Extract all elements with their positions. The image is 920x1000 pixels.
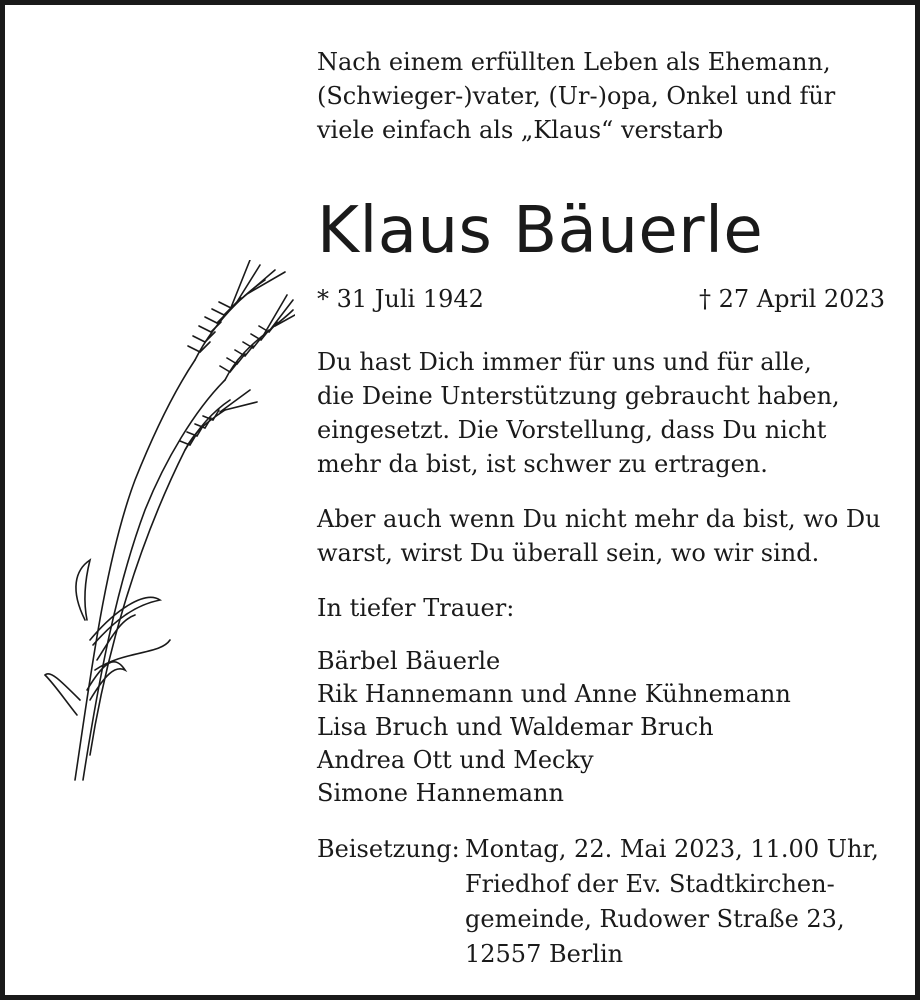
mourners-list <box>317 645 791 810</box>
mourner-name: Rik Hannemann und Anne Kühnemann <box>317 680 791 708</box>
message-line: mehr da bist, ist schwer zu ertragen. <box>317 450 768 478</box>
burial-label: Beisetzung: <box>317 835 460 863</box>
life-dates <box>317 282 885 316</box>
mourner-name: Bärbel Bäuerle <box>317 647 501 675</box>
mourner-name: Simone Hannemann <box>317 779 564 807</box>
burial-details <box>465 832 879 972</box>
mourner-name: Lisa Bruch und Waldemar Bruch <box>317 713 714 741</box>
burial-line: Montag, 22. Mai 2023, 11.00 Uhr, <box>465 835 879 863</box>
wheat-icon <box>35 260 295 800</box>
burial-line: gemeinde, Rudower Straße 23, <box>465 905 845 933</box>
mourning-heading: In tiefer Trauer: <box>317 594 515 622</box>
message-paragraph-2 <box>317 502 881 570</box>
message-line: Du hast Dich immer für uns und für alle, <box>317 348 812 376</box>
intro-line: Nach einem erfüllten Leben als Ehemann, <box>317 48 831 76</box>
message-paragraph-1 <box>317 345 840 481</box>
burial-line: 12557 Berlin <box>465 940 624 968</box>
mourner-name: Andrea Ott und Mecky <box>317 746 594 774</box>
message-line: die Deine Unterstützung gebraucht haben, <box>317 382 840 410</box>
birth-date: * 31 Juli 1942 <box>317 285 484 313</box>
intro-line: viele einfach als „Klaus“ verstarb <box>317 116 724 144</box>
message-line: Aber auch wenn Du nicht mehr da bist, wo Du <box>317 505 881 533</box>
message-line: warst, wirst Du überall sein, wo wir sind. <box>317 539 820 567</box>
intro-line: (Schwieger-)vater, (Ur-)opa, Onkel und für <box>317 82 836 110</box>
deceased-name: Klaus Bäuerle <box>317 194 764 268</box>
burial-line: Friedhof der Ev. Stadtkirchen- <box>465 870 835 898</box>
intro-text <box>317 45 887 147</box>
message-line: eingesetzt. Die Vorstellung, dass Du nicht <box>317 416 827 444</box>
death-date: † 27 April 2023 <box>698 285 885 313</box>
